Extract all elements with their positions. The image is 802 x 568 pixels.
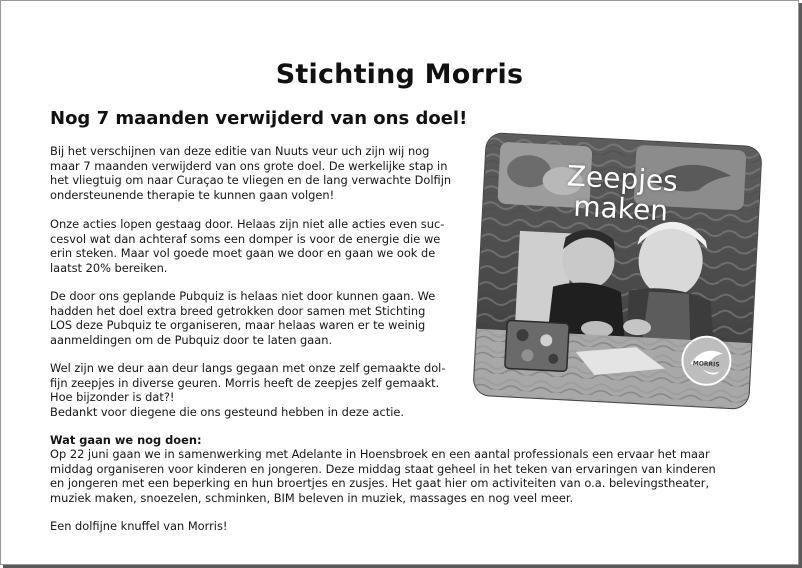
- photo-caption: Zeepjes maken: [566, 159, 679, 228]
- logo-text: MORRIS: [692, 360, 720, 369]
- paragraph-intro: Bij het verschijnen van deze editie van Nuuts veur uch zijn wij nog maar 7 maanden verwijderd van ons grote doel. De werkelijke stap in het vliegtuig om naar Curaçao te vliegen en de lang verwachte Dolfijn ondersteunende therapie te kunnen gaan volgen!: [50, 144, 452, 202]
- paragraph-soap: Wel zijn we deur aan deur langs gegaan met onze zelf gemaakte dol- fijn zeepjes in diverse geuren. Morris heeft de zeepjes zelf gemaakt. Hoe bijzonder is dat?! Bedankt voor diegene die ons gesteund hebben in deze actie.: [50, 361, 446, 419]
- section-heading: Wat gaan we nog doen:: [50, 433, 202, 447]
- closing-line: Een dolfijne knuffel van Morris!: [50, 519, 228, 533]
- article-subtitle: Nog 7 maanden verwijderd van ons doel!: [50, 108, 468, 129]
- paragraph-plans: Op 22 juni gaan we in samenwerking met Adelante in Hoensbroek en een aantal professionals een ervaar het maar middag organiseren voor kinderen en jongeren. Deze middag staat geheel in het teken van ervaringen van kinderen en jongeren met een beperking en hun broertjes en zusjes. Het gaat hier om activiteiten van o.a. belevingstheater, muziek maken, snoezelen, schminken, BIM beleven in muziek, massages en nog veel meer.: [50, 447, 716, 505]
- page-title: Stichting Morris: [275, 59, 524, 90]
- paragraph-actions: Onze acties lopen gestaag door. Helaas zijn niet alle acties even suc- cesvol wat dan achteraf soms een domper is voor de energie die we erin steken. Maar vol goede moet gaan we door en gaan we ook de laatst 20% bereiken.: [50, 217, 445, 275]
- dolphin-logo-icon: [679, 333, 734, 388]
- paragraph-pubquiz: De door ons geplande Pubquiz is helaas niet door kunnen gaan. We hadden het doel extra breed getrokken door samen met Stichting LOS deze Pubquiz te organiseren, maar helaas waren er te weinig aanmeldingen om de Pubquiz door te laten gaan.: [50, 289, 436, 347]
- soap-making-photo: [473, 133, 761, 409]
- soap-mold: [505, 320, 569, 371]
